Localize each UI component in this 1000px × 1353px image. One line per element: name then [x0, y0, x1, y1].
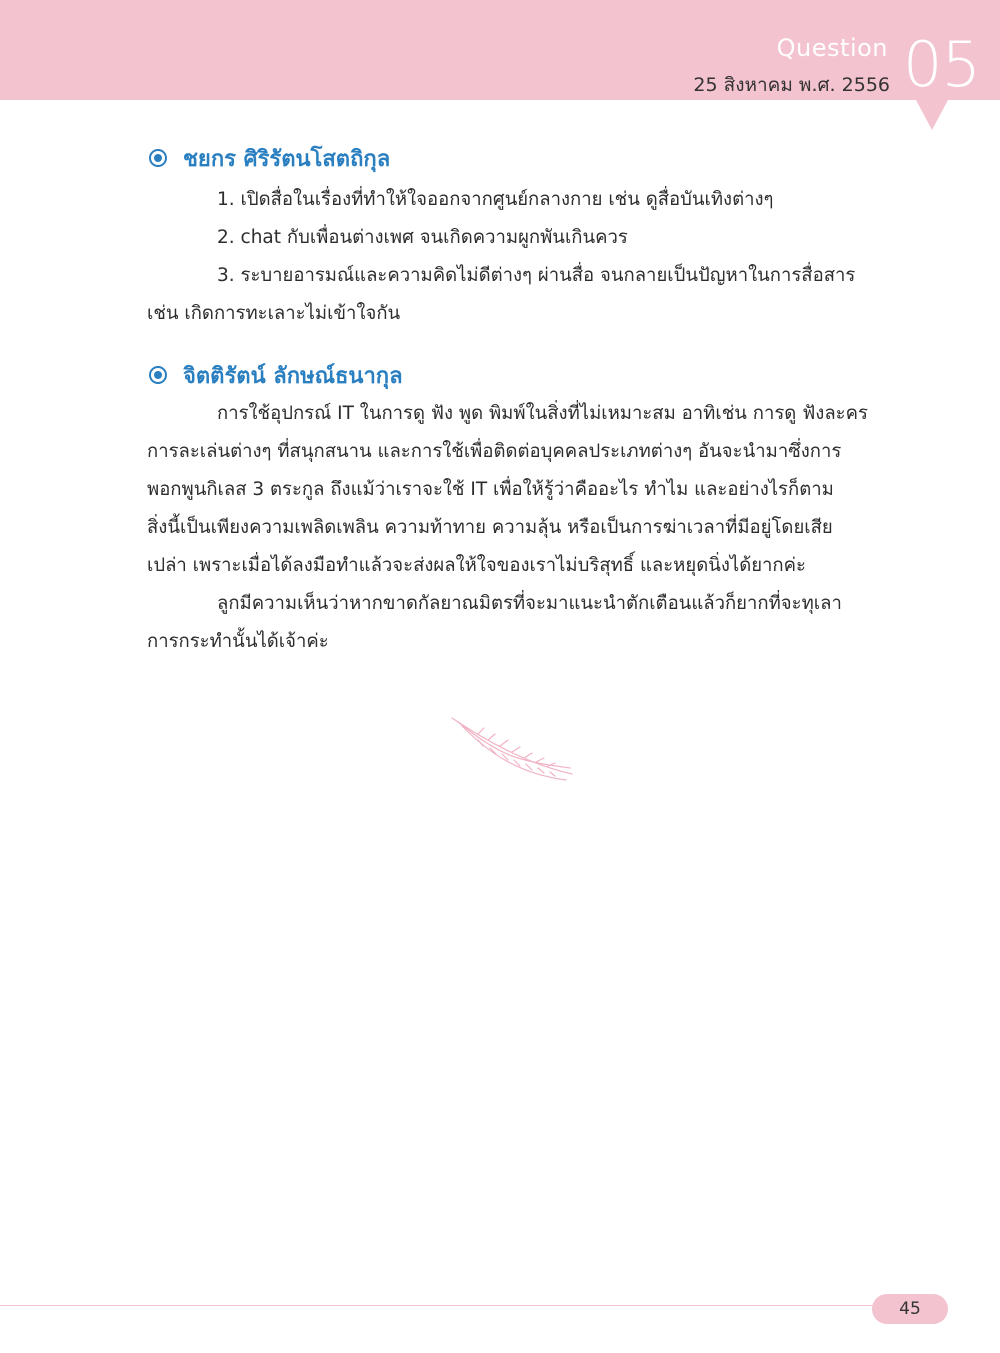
author-name: ชยกร ศิริรัตนโสตถิกุล — [183, 146, 391, 172]
answer-line: การใช้อุปกรณ์ IT ในการดู ฟัง พูด พิมพ์ในสิ่งที่ไม่เหมาะสม อาทิเช่น การดู ฟังละคร — [217, 403, 868, 424]
page-number: 45 — [872, 1294, 948, 1324]
answer-line: 1. เปิดสื่อในเรื่องที่ทำให้ใจออกจากศูนย์กลางกาย เช่น ดูสื่อบันเทิงต่างๆ — [217, 189, 774, 210]
answer-line: 2. chat กับเพื่อนต่างเพศ จนเกิดความผูกพันเกินควร — [217, 227, 628, 248]
answer-section-1 — [147, 140, 911, 333]
answer-line: ลูกมีความเห็นว่าหากขาดกัลยาณมิตรที่จะมาแนะนำตักเตือนแล้วก็ยากที่จะทุเลา — [217, 593, 842, 614]
answer-line: สิ่งนี้เป็นเพียงความเพลิดเพลิน ความท้าทาย ความลุ้น หรือเป็นการฆ่าเวลาที่มีอยู่โดยเสีย — [147, 517, 833, 538]
answer-line: เปล่า เพราะเมื่อได้ลงมือทำแล้วจะส่งผลให้ใจของเราไม่บริสุทธิ์ และหยุดนิ่งได้ยากค่ะ — [147, 555, 806, 576]
answer-section-2 — [147, 357, 911, 661]
double-circle-bullet-icon — [149, 366, 167, 384]
footer-line — [0, 1305, 880, 1306]
question-date: 25 สิงหาคม พ.ศ. 2556 — [693, 74, 890, 96]
answer-line: การกระทำนั้นได้เจ้าค่ะ — [147, 631, 329, 652]
section-heading — [147, 140, 911, 176]
answer-line: 3. ระบายอารมณ์และความคิดไม่ดีต่างๆ ผ่านสื่อ จนกลายเป็นปัญหาในการสื่อสาร — [217, 265, 856, 286]
double-circle-bullet-icon — [149, 149, 167, 167]
answer-line: เช่น เกิดการทะเลาะไม่เข้าใจกัน — [147, 303, 401, 324]
author-name: จิตติรัตน์ ลักษณ์ธนากุล — [183, 363, 403, 389]
answer-line: การละเล่นต่างๆ ที่สนุกสนาน และการใช้เพื่อติดต่อบุคคลประเภทต่างๆ อันจะนำมาซึ่งการ — [147, 441, 842, 462]
answer-line: พอกพูนกิเลส 3 ตระกูล ถึงแม้ว่าเราจะใช้ IT เพื่อให้รู้ว่าคืออะไร ทำไม และอย่างไรก็ตาม — [147, 479, 834, 500]
header-pointer — [916, 100, 948, 130]
section-heading — [147, 357, 911, 393]
question-number: 05 — [903, 28, 980, 101]
question-label: Question — [776, 34, 888, 62]
feather-icon — [448, 712, 578, 790]
